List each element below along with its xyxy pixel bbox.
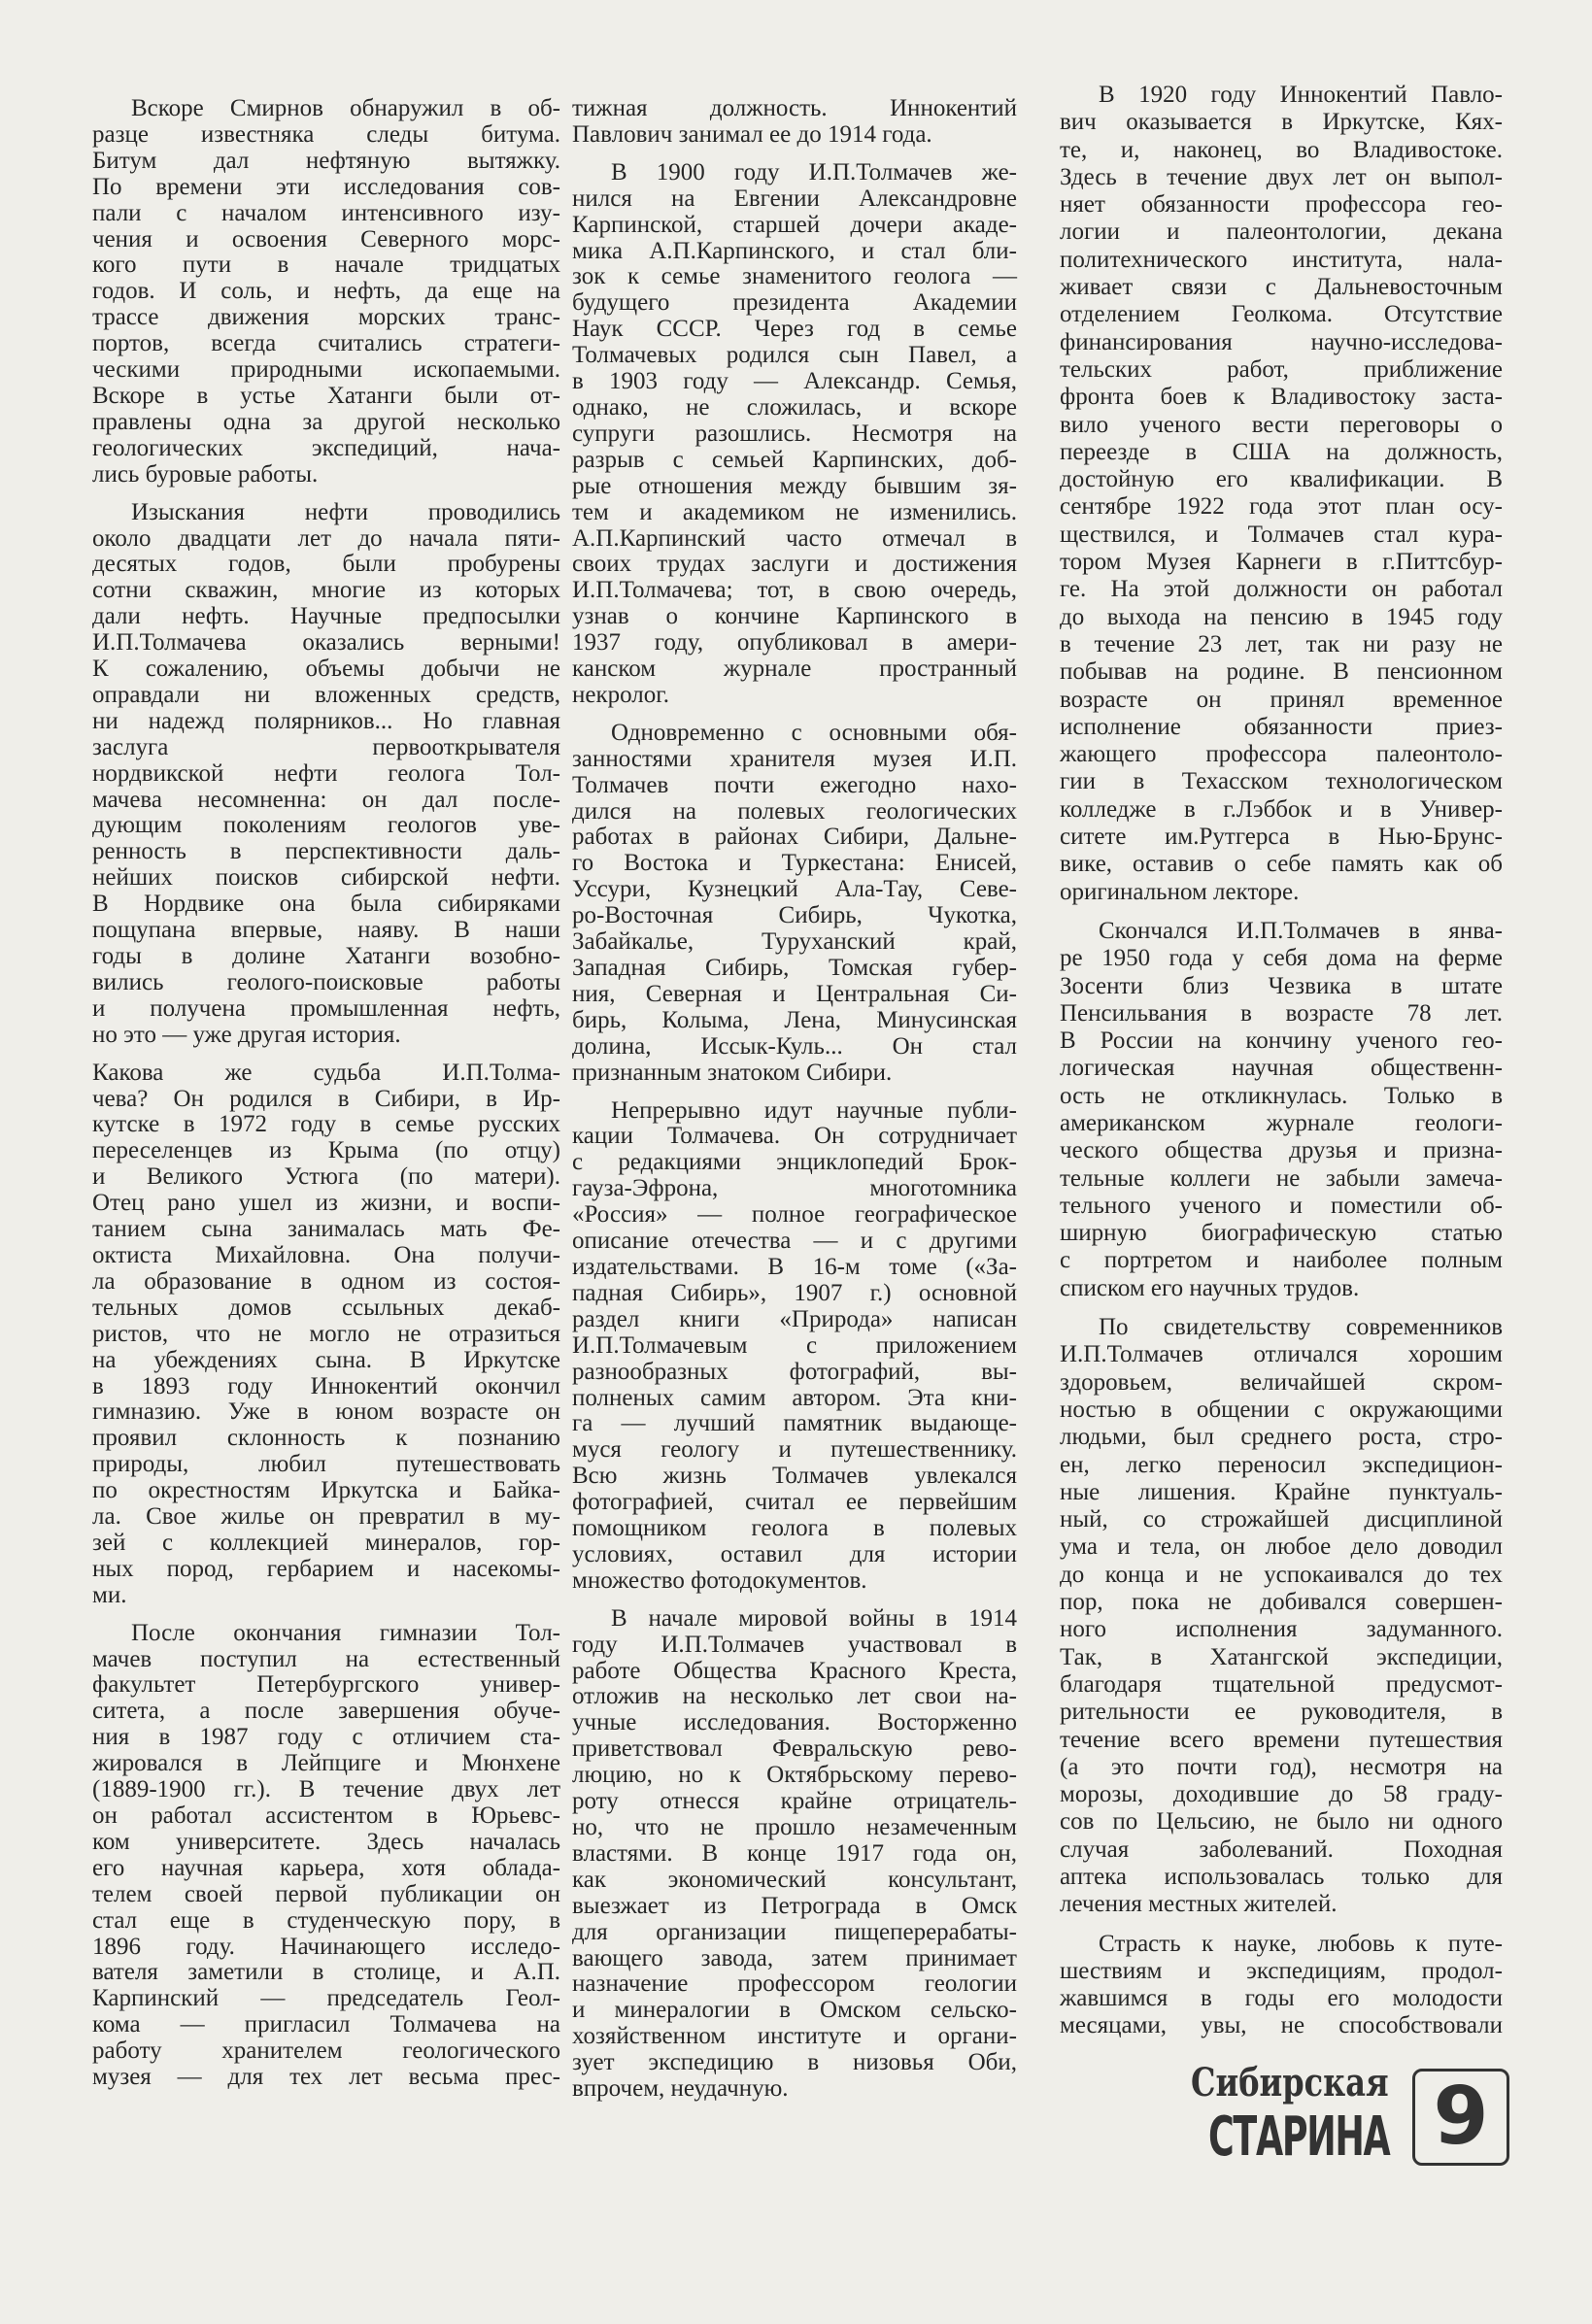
- text-line: ренность в перспективности даль-: [92, 838, 560, 865]
- text-line: как экономический консультант,: [572, 1866, 1017, 1893]
- text-line: рительности ее руководителя, в: [1060, 1699, 1503, 1726]
- text-line: жавшимся в годы его молодости: [1060, 1985, 1503, 2012]
- text-line: зей с коллекцией минералов, гор-: [92, 1529, 560, 1556]
- text-line: выезжает из Петрограда в Омск: [572, 1892, 1017, 1919]
- text-line: зует экспедицию в низовья Оби,: [572, 2049, 1017, 2076]
- text-line: и Великого Устюга (по матери).: [92, 1163, 560, 1191]
- text-line: тельских работ, приближение: [1060, 355, 1503, 383]
- text-line: рые отношения между бывшим зя-: [572, 472, 1017, 499]
- text-column-1: [92, 96, 560, 2103]
- text-line: сентябре 1922 года этот план осу-: [1060, 493, 1503, 521]
- text-line: учные исследования. Восторженно: [572, 1709, 1017, 1736]
- text-line: кации Толмачева. Он сотрудничает: [572, 1123, 1017, 1150]
- text-line: Изыскания нефти проводились: [131, 498, 560, 525]
- text-line: факультет Петербургского универ-: [92, 1671, 560, 1699]
- text-line: Одновременно с основными обя-: [611, 719, 1017, 746]
- text-line: чения и освоения Северного морс-: [92, 225, 560, 253]
- text-line: Зосенти близ Чезвика в штате: [1060, 972, 1503, 999]
- text-line: оригинальном лекторе.: [1060, 878, 1300, 905]
- paragraph: [92, 500, 560, 1049]
- text-line: ширную биографическую статью: [1060, 1220, 1503, 1247]
- text-line: муся геологу и путешественнику.: [572, 1436, 1017, 1464]
- text-line: некролог.: [572, 681, 669, 708]
- text-line: течение всего времени путешествия: [1060, 1726, 1503, 1753]
- text-line: приветствовал Февральскую рево-: [572, 1735, 1017, 1763]
- text-line: оправдали ни вложенных средств,: [92, 681, 560, 708]
- text-line: ла. Свое жилье он превратил в му-: [92, 1503, 560, 1531]
- text-line: своих трудах заслуги и достижения: [572, 551, 1017, 578]
- text-line: работу хранителем геологического: [92, 2038, 560, 2065]
- text-line: Вскоре Смирнов обнаружил в об-: [131, 95, 560, 121]
- text-line: гауза-Эфрона, многотомника: [572, 1175, 1017, 1202]
- text-line: отделением Геолкома. Отсутствие: [1060, 301, 1503, 328]
- text-line: лись буровые работы.: [92, 460, 319, 488]
- text-line: по окрестностям Иркутска и Байка-: [92, 1477, 560, 1504]
- text-line: падная Сибирь», 1907 г.) основной: [572, 1279, 1017, 1306]
- text-line: Наук СССР. Через год в семье: [572, 316, 1017, 343]
- text-line: зок к семье знаменитого геолога —: [572, 263, 1017, 290]
- text-line: году И.П.Толмачев участвовал в: [572, 1631, 1017, 1658]
- text-line: кого пути в начале тридцатых: [92, 252, 560, 279]
- text-line: танием сына занималась мать Фе-: [92, 1216, 560, 1243]
- text-line: достойную его квалификации. В: [1060, 466, 1503, 493]
- text-line: сов по Цельсию, не было ни одного: [1060, 1808, 1503, 1836]
- text-line: вились геолого-поисковые работы: [92, 968, 560, 995]
- text-line: трассе движения морских транс-: [92, 304, 560, 331]
- text-line: И.П.Толмачева; тот, в свою очередь,: [572, 577, 1017, 604]
- text-line: дующим поколениям геологов уве-: [92, 812, 560, 839]
- text-line: вило ученого вести переговоры о: [1060, 411, 1503, 438]
- text-line: благодаря тщательной предусмот-: [1060, 1670, 1503, 1698]
- text-line: ро-Восточная Сибирь, Чукотка,: [572, 902, 1017, 929]
- paragraph: [92, 96, 560, 488]
- text-line: фронта боев к Владивостоку заста-: [1060, 384, 1503, 411]
- text-line: хозяйственном институте и органи-: [572, 2023, 1017, 2050]
- text-line: тором Музея Карнеги в г.Питтсбур-: [1060, 549, 1503, 576]
- text-line: заслуга первооткрывателя: [92, 733, 560, 760]
- text-line: дали нефть. Научные предпосылки: [92, 603, 560, 630]
- text-line: ные лишения. Крайне пунктуаль-: [1060, 1478, 1503, 1505]
- text-line: октиста Михайловна. Она получи-: [92, 1241, 560, 1268]
- text-line: нордвикской нефти геолога Тол-: [92, 759, 560, 787]
- text-line: работе Общества Красного Креста,: [572, 1657, 1017, 1684]
- text-line: (1889-1900 гг.). В течение двух лет: [92, 1776, 560, 1803]
- text-line: тижная должность. Иннокентий: [572, 95, 1017, 121]
- text-line: политехнического института, нала-: [1060, 246, 1503, 273]
- text-line: множество фотодокументов.: [572, 1566, 867, 1594]
- text-line: списком его научных трудов.: [1060, 1274, 1360, 1301]
- text-line: морозы, доходившие до 58 граду-: [1060, 1781, 1503, 1808]
- text-line: тельные коллеги не забыли замеча-: [1060, 1164, 1503, 1192]
- text-line: полненых самим автором. Эта кни-: [572, 1384, 1017, 1411]
- text-line: ного исполнения задуманного.: [1060, 1616, 1503, 1643]
- text-line: шествиям и экспедициям, продол-: [1060, 1957, 1503, 1984]
- text-line: около двадцати лет до начала пяти-: [92, 524, 560, 552]
- text-line: ге. На этой должности он работал: [1060, 576, 1503, 603]
- text-line: няет обязанности профессора гео-: [1060, 191, 1503, 219]
- text-line: Карпинский — председатель Геол-: [92, 1985, 560, 2012]
- text-line: ла образование в одном из состоя-: [92, 1267, 560, 1295]
- text-line: Отец рано ушел из жизни, и воспи-: [92, 1190, 560, 1217]
- text-line: лечения местных жителей.: [1060, 1891, 1338, 1918]
- text-line: людьми, был среднего роста, стро-: [1060, 1424, 1503, 1451]
- text-line: музея — для тех лет весьма прес-: [92, 2064, 560, 2091]
- text-line: случая заболеваний. Походная: [1060, 1836, 1503, 1863]
- text-line: занностями хранителя музея И.П.: [572, 745, 1017, 772]
- text-line: ни надежд полярников... Но главная: [92, 707, 560, 734]
- text-line: Уссури, Кузнецкий Ала-Тау, Севе-: [572, 876, 1017, 903]
- text-line: разнообразных фотографий, вы-: [572, 1358, 1017, 1385]
- text-line: 1937 году, опубликовал в амери-: [572, 629, 1017, 657]
- text-line: исполнение обязанности приез-: [1060, 713, 1503, 740]
- text-line: портов, всегда считались стратеги-: [92, 330, 560, 357]
- masthead-title-line1: Сибирская: [1191, 2060, 1389, 2105]
- text-line: в 1903 году — Александр. Семья,: [572, 368, 1017, 395]
- text-line: отложив на несколько лет свои на-: [572, 1683, 1017, 1710]
- text-line: ситета, а после завершения обуче-: [92, 1698, 560, 1725]
- text-line: Страсть к науке, любовь к путе-: [1099, 1930, 1503, 1957]
- text-line: раздел книги «Природа» написан: [572, 1305, 1017, 1332]
- text-line: с редакциями энциклопедий Брок-: [572, 1149, 1017, 1176]
- text-line: ния, Северная и Центральная Си-: [572, 980, 1017, 1007]
- text-line: ком университете. Здесь началась: [92, 1828, 560, 1855]
- text-line: тельного ученого и поместили об-: [1060, 1192, 1503, 1219]
- paragraph: [1060, 1314, 1503, 1919]
- text-line: Непрерывно идут научные публи-: [611, 1096, 1017, 1124]
- text-line: 1896 году. Начинающего исследо-: [92, 1933, 560, 1960]
- text-line: гимназию. Уже в юном возрасте он: [92, 1398, 560, 1426]
- text-line: однако, не сложилась, и вскоре: [572, 393, 1017, 421]
- text-line: годы в долине Хатанги возобно-: [92, 943, 560, 969]
- text-line: впрочем, неудачную.: [572, 2075, 789, 2103]
- text-line: Какова же судьба И.П.Толма-: [92, 1059, 560, 1086]
- text-line: ществился, и Толмачев стал кура-: [1060, 521, 1503, 548]
- text-line: вателя заметили в столице, и А.П.: [92, 1959, 560, 1986]
- text-line: пали с началом интенсивного изу-: [92, 199, 560, 226]
- text-line: В 1920 году Иннокентий Павло-: [1099, 82, 1503, 108]
- text-line: долина, Иссык-Куль... Он стал: [572, 1032, 1017, 1060]
- text-line: с портретом и наиболее полным: [1060, 1247, 1503, 1274]
- text-line: люцию, но к Октябрьскому перево-: [572, 1762, 1017, 1789]
- text-line: телем своей первой публикации он: [92, 1880, 560, 1907]
- text-line: ре 1950 года у себя дома на ферме: [1060, 945, 1503, 972]
- text-line: Толмачевых родился сын Павел, а: [572, 342, 1017, 369]
- text-line: узнав о кончине Карпинского в: [572, 603, 1017, 630]
- text-line: дился на полевых геологических: [572, 797, 1017, 825]
- text-line: мачева несомненна: он дал после-: [92, 786, 560, 813]
- page-number: 9: [1412, 2069, 1509, 2166]
- text-line: условиях, оставил для истории: [572, 1540, 1017, 1567]
- paragraph: [1060, 1931, 1503, 2040]
- masthead-logo: [1187, 2061, 1517, 2172]
- text-line: на убеждениях сына. В Иркутске: [92, 1346, 560, 1373]
- text-line: властями. В конце 1917 года он,: [572, 1839, 1017, 1867]
- text-line: пощупана впервые, наяву. В наши: [92, 917, 560, 944]
- paragraph: [572, 1098, 1017, 1595]
- text-line: переселенцев из Крыма (по отцу): [92, 1137, 560, 1164]
- text-line: природы, любил путешествовать: [92, 1451, 560, 1478]
- text-line: В начале мировой войны в 1914: [611, 1604, 1017, 1632]
- text-line: описание отечества — и с другими: [572, 1228, 1017, 1255]
- text-line: Забайкалье, Туруханский край,: [572, 928, 1017, 956]
- text-column-3: [1060, 82, 1503, 2052]
- text-line: По времени эти исследования сов-: [92, 173, 560, 200]
- text-line: Так, в Хатангской экспедиции,: [1060, 1643, 1503, 1670]
- text-line: геологических экспедиций, нача-: [92, 434, 560, 461]
- text-line: вающего завода, затем принимает: [572, 1944, 1017, 1971]
- text-line: ума и тела, он любое дело доводил: [1060, 1533, 1503, 1561]
- text-line: здоровьем, величайшей скром-: [1060, 1368, 1503, 1396]
- text-line: финансирования научно-исследова-: [1060, 328, 1503, 355]
- text-line: он работал ассистентом в Юрьевс-: [92, 1802, 560, 1829]
- paragraph: [92, 1621, 560, 2091]
- text-line: ситете им.Рутгерса в Нью-Брунс-: [1060, 824, 1503, 851]
- text-line: ческого общества друзья и призна-: [1060, 1137, 1503, 1164]
- text-line: вике, оставив о себе память как об: [1060, 851, 1503, 878]
- text-line: его научная карьера, хотя облада-: [92, 1854, 560, 1881]
- text-line: ный, со строжайшей дисциплиной: [1060, 1506, 1503, 1533]
- text-line: аптека использовалась только для: [1060, 1864, 1503, 1890]
- text-line: возрасте он принял временное: [1060, 686, 1503, 713]
- text-line: Западная Сибирь, Томская губер-: [572, 955, 1017, 981]
- text-line: ных пород, гербарием и насекомы-: [92, 1555, 560, 1582]
- paragraph: [572, 96, 1017, 149]
- text-line: правлены одна за другой несколько: [92, 408, 560, 435]
- text-line: Всю жизнь Толмачев увлекался: [572, 1463, 1017, 1490]
- text-line: А.П.Карпинский часто отмечал в: [572, 524, 1017, 552]
- text-line: В России на кончину ученого гео-: [1060, 1027, 1503, 1055]
- text-line: нейших поисков сибирской нефти.: [92, 864, 560, 892]
- text-line: до конца и не успокаивался до тех: [1060, 1561, 1503, 1588]
- text-line: разрыв с семьей Карпинских, доб-: [572, 446, 1017, 473]
- text-line: Битум дал нефтяную вытяжку.: [92, 147, 560, 174]
- text-line: Карпинской, старшей дочери акаде-: [572, 211, 1017, 238]
- text-line: И.П.Толмачев отличался хорошим: [1060, 1341, 1503, 1368]
- text-line: И.П.Толмачева оказались верными!: [92, 629, 560, 657]
- text-line: кома — пригласил Толмачева на: [92, 2011, 560, 2038]
- masthead-title-line2: СТАРИНА: [1208, 2105, 1390, 2169]
- text-line: и получена промышленная нефть,: [92, 994, 560, 1022]
- text-line: издательствами. В 16-м томе («За-: [572, 1253, 1017, 1280]
- text-line: Здесь в течение двух лет он выпол-: [1060, 163, 1503, 190]
- paragraph: [1060, 82, 1503, 906]
- text-line: разце известняка следы битума.: [92, 120, 560, 148]
- text-line: Толмачев почти ежегодно нахо-: [572, 771, 1017, 798]
- text-line: логии и палеонтологии, декана: [1060, 219, 1503, 246]
- text-line: К сожалению, объемы добычи не: [92, 656, 560, 683]
- text-line: ристов, что не могло не отразиться: [92, 1320, 560, 1347]
- text-line: ностью в общении с окружающими: [1060, 1396, 1503, 1423]
- text-line: После окончания гимназии Тол-: [131, 1619, 560, 1646]
- text-line: пор, пока не добивался совершен-: [1060, 1589, 1503, 1616]
- text-line: «Россия» — полное географическое: [572, 1201, 1017, 1229]
- text-line: но, что не прошло незамеченным: [572, 1814, 1017, 1840]
- text-line: В Нордвике она была сибиряками: [92, 891, 560, 918]
- text-line: и минералогии в Омском сельско-: [572, 1997, 1017, 2024]
- text-line: в 1893 году Иннокентий окончил: [92, 1372, 560, 1399]
- text-line: в течение 23 лет, так ни разу не: [1060, 630, 1503, 657]
- text-line: жающего профессора палеонтоло-: [1060, 741, 1503, 768]
- text-line: месяцами, увы, не способствовали: [1060, 2012, 1503, 2039]
- text-line: назначение профессором геологии: [572, 1970, 1017, 1998]
- text-line: признанным знатоком Сибири.: [572, 1059, 893, 1086]
- text-line: те, и, наконец, во Владивостоке.: [1060, 136, 1503, 163]
- text-line: ость не откликнулась. Только в: [1060, 1082, 1503, 1109]
- paragraph: [572, 1606, 1017, 2103]
- text-line: работах в районах Сибири, Дальне-: [572, 824, 1017, 851]
- text-line: В 1900 году И.П.Толмачев же-: [611, 158, 1017, 185]
- text-line: тем и академиком не изменились.: [572, 498, 1017, 525]
- text-line: По свидетельству современников: [1099, 1314, 1503, 1341]
- text-line: Пенсильвания в возрасте 78 лет.: [1060, 999, 1503, 1027]
- text-line: жировался в Лейпциге и Мюнхене: [92, 1750, 560, 1777]
- text-line: ния в 1987 году с отличием ста-: [92, 1724, 560, 1751]
- text-line: ен, легко переносил экспедицион-: [1060, 1451, 1503, 1478]
- text-line: помощником геолога в полевых: [572, 1515, 1017, 1542]
- text-line: Вскоре в устье Хатанги были от-: [92, 382, 560, 409]
- paragraph: [1060, 918, 1503, 1302]
- text-line: до выхода на пенсию в 1945 году: [1060, 603, 1503, 630]
- text-line: тельных домов ссыльных декаб-: [92, 1294, 560, 1321]
- text-line: сотни скважин, многие из которых: [92, 577, 560, 604]
- text-line: логическая научная общественн-: [1060, 1055, 1503, 1082]
- text-line: живает связи с Дальневосточным: [1060, 274, 1503, 301]
- text-line: будущего президента Академии: [572, 289, 1017, 317]
- text-line: но это — уже другая история.: [92, 1021, 401, 1048]
- paragraph: [92, 1061, 560, 1609]
- text-line: проявил склонность к познанию: [92, 1425, 560, 1452]
- text-line: роту отнесся крайне отрицатель-: [572, 1788, 1017, 1815]
- text-line: ми.: [92, 1581, 127, 1608]
- paragraph: [572, 721, 1017, 1087]
- text-line: американском журнале геологи-: [1060, 1109, 1503, 1136]
- text-line: нился на Евгении Александровне: [572, 185, 1017, 212]
- text-line: для организации пищеперерабаты-: [572, 1918, 1017, 1945]
- text-line: гии в Техасском технологическом: [1060, 768, 1503, 795]
- text-line: стал еще в студенческую пору, в: [92, 1906, 560, 1934]
- text-line: кутске в 1972 году в семье русских: [92, 1111, 560, 1138]
- text-line: га — лучший памятник выдающе-: [572, 1410, 1017, 1437]
- text-line: побывав на родине. В пенсионном: [1060, 658, 1503, 686]
- text-line: И.П.Толмачевым с приложением: [572, 1331, 1017, 1359]
- text-line: фотографией, считал ее первейшим: [572, 1489, 1017, 1516]
- text-line: бирь, Колыма, Лена, Минусинская: [572, 1006, 1017, 1033]
- text-line: чева? Он родился в Сибири, в Ир-: [92, 1085, 560, 1112]
- text-line: годов. И соль, и нефть, да еще на: [92, 278, 560, 305]
- text-line: (а это почти год), несмотря на: [1060, 1753, 1503, 1780]
- text-line: вич оказывается в Иркутске, Кях-: [1060, 109, 1503, 136]
- text-line: супруги разошлись. Несмотря на: [572, 420, 1017, 447]
- text-line: Павлович занимал ее до 1914 года.: [572, 120, 932, 148]
- text-line: колледже в г.Лэббок и в Универ-: [1060, 795, 1503, 823]
- text-line: ческими природными ископаемыми.: [92, 356, 560, 384]
- text-line: мачев поступил на естественный: [92, 1645, 560, 1672]
- text-column-2: [572, 96, 1017, 2114]
- text-line: десятых годов, были пробурены: [92, 551, 560, 578]
- text-line: Скончался И.П.Толмачев в янва-: [1099, 917, 1503, 944]
- text-line: переезде в США на должность,: [1060, 438, 1503, 465]
- text-line: мика А.П.Карпинского, и стал бли-: [572, 237, 1017, 264]
- paragraph: [572, 160, 1017, 709]
- text-line: го Востока и Туркестана: Енисей,: [572, 850, 1017, 877]
- text-line: канском журнале пространный: [572, 656, 1017, 683]
